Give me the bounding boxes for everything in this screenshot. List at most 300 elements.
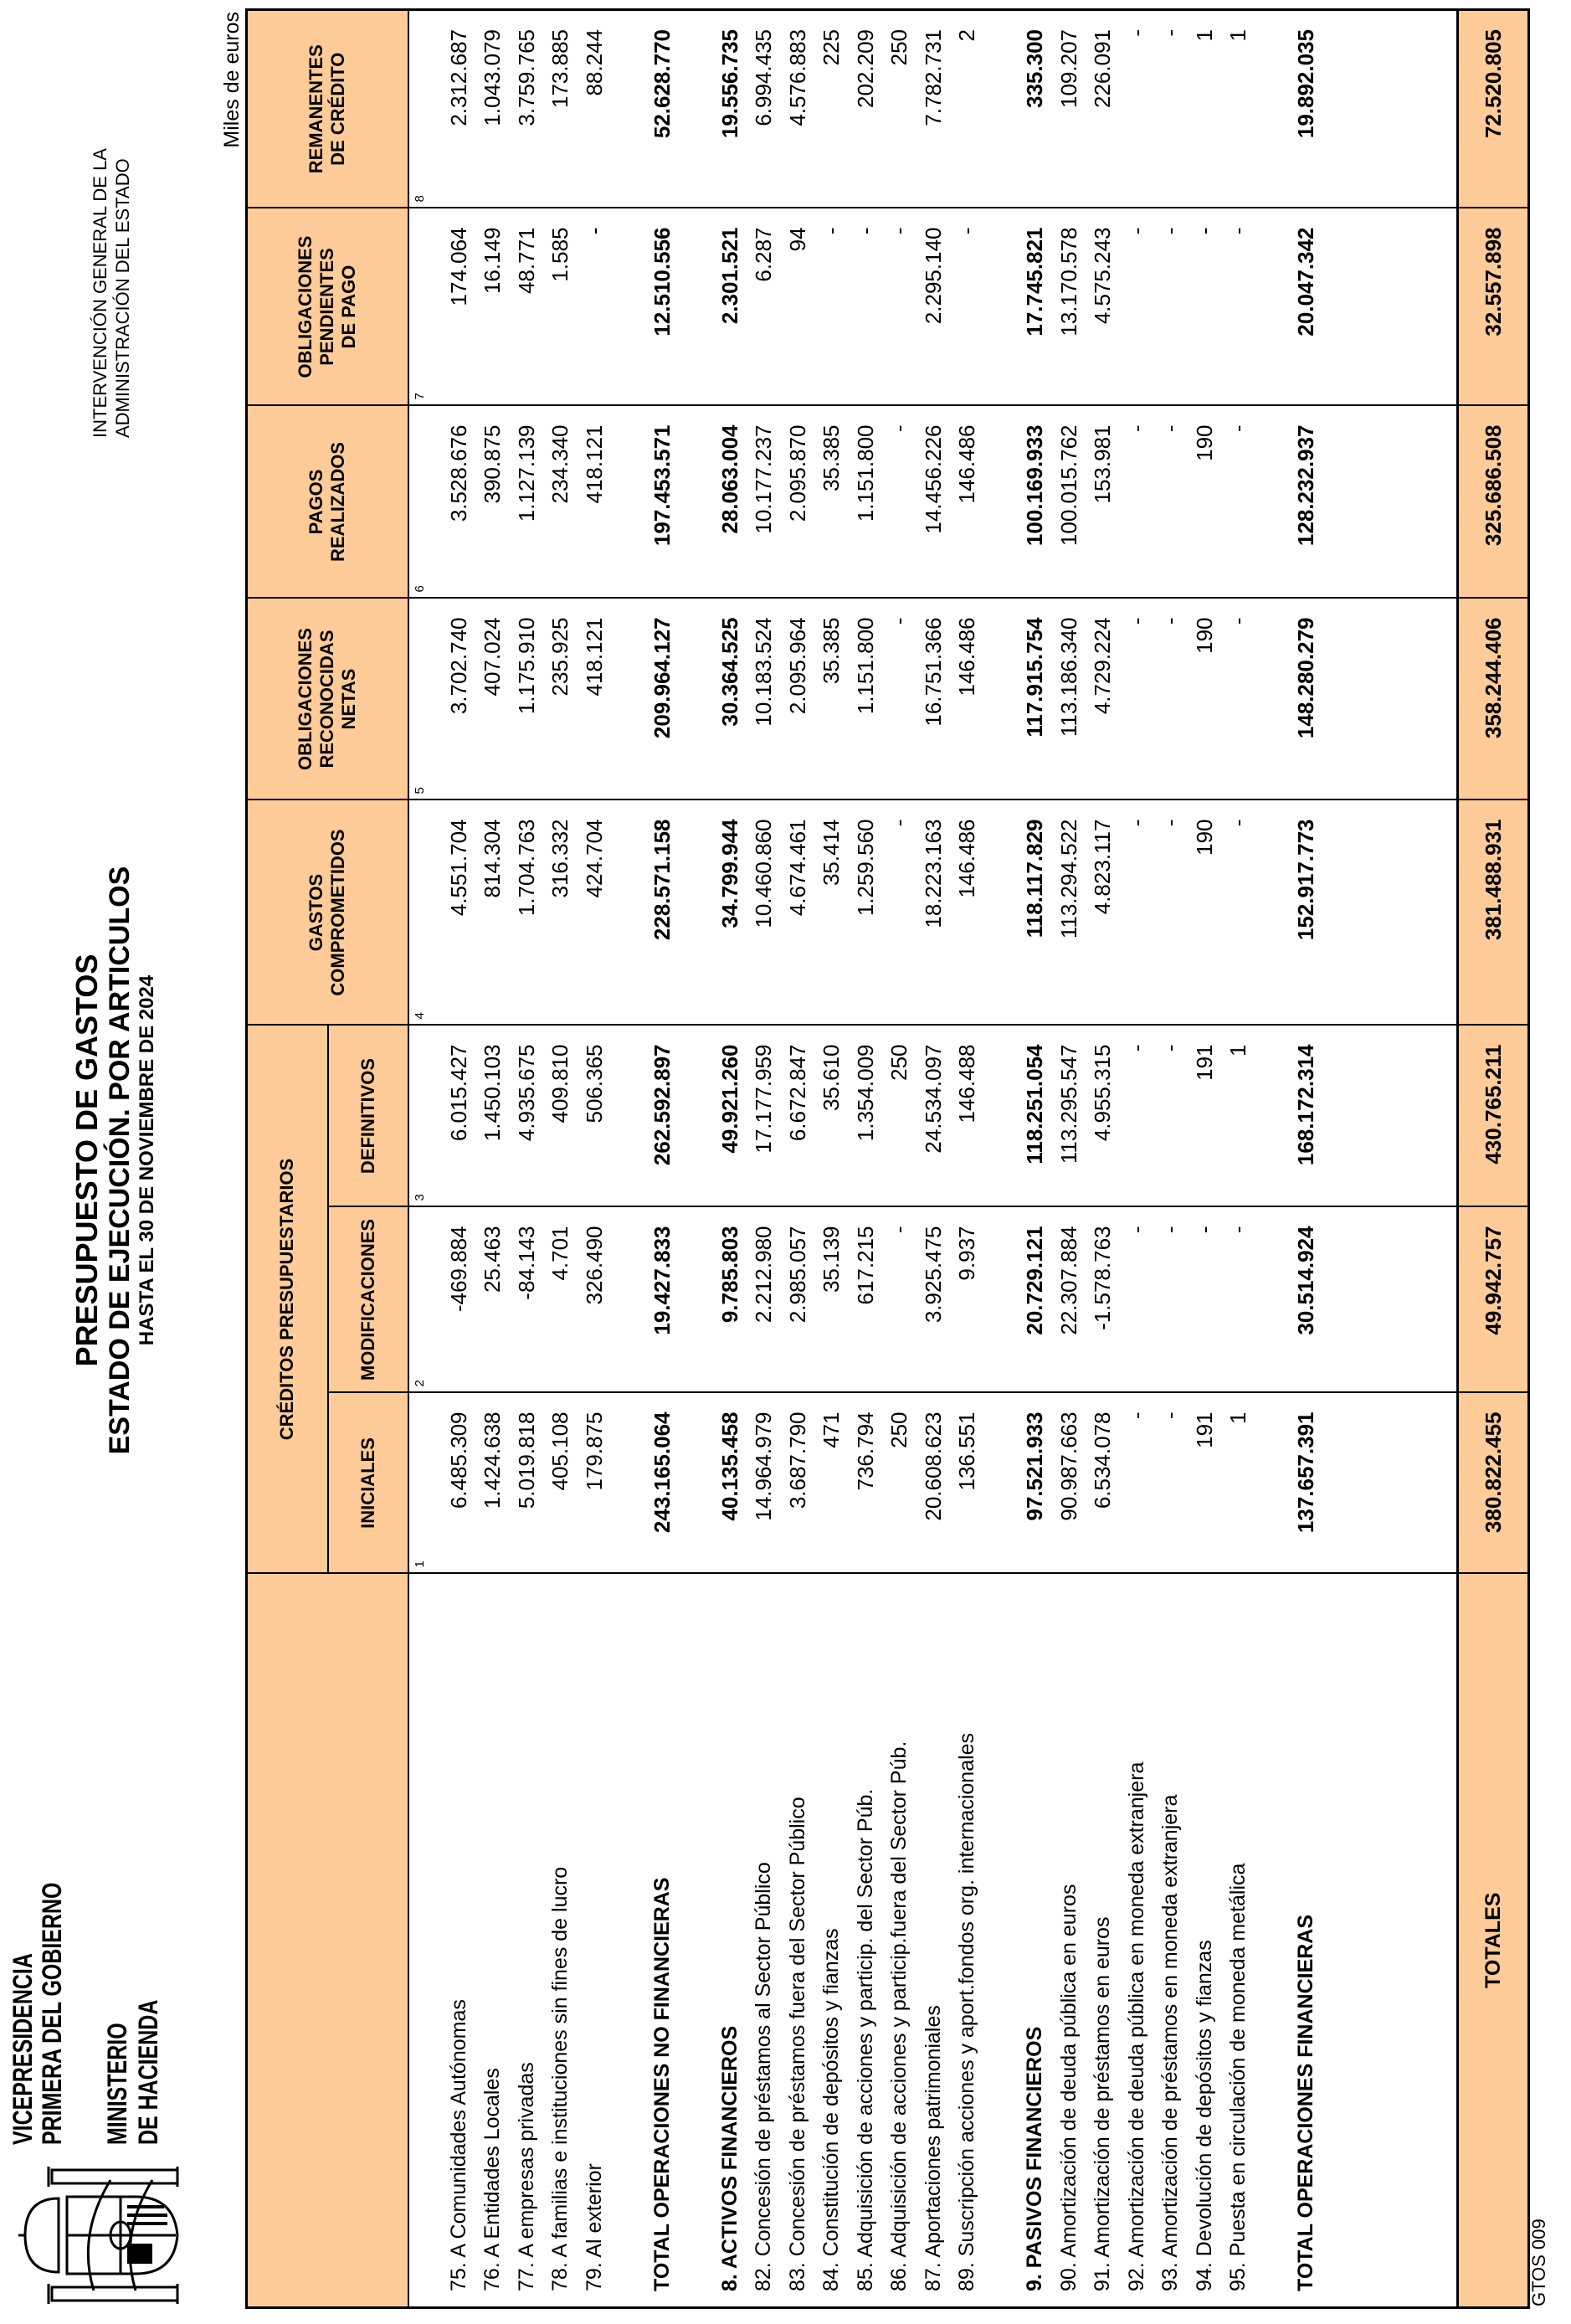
value-cell: 225 (814, 10, 849, 208)
value-cell: 152.917.773 (1289, 800, 1323, 1026)
value-cell: 14.964.979 (747, 1393, 781, 1574)
value-cell: 109.207 (1052, 10, 1086, 208)
org-line-2: PRIMERA DEL GOBIERNO (37, 1882, 67, 2145)
value-cell: 4.935.675 (510, 1026, 544, 1207)
value-cell: - (882, 406, 916, 599)
value-cell: 1.151.800 (849, 406, 883, 599)
value-cell: 117.915.754 (1018, 599, 1052, 800)
value-cell: 617.215 (849, 1207, 883, 1393)
row-label: 90. Amortización de deuda pública en euros (1052, 1574, 1086, 2308)
empty-cell (611, 1026, 645, 1207)
row-label: 77. A empresas privadas (510, 1574, 544, 2308)
column-number: 6 (408, 406, 442, 599)
table-body (408, 10, 1529, 2308)
value-cell: 250 (882, 1393, 916, 1574)
row-label: 84. Constitución de depósitos y fianzas (814, 1574, 849, 2308)
value-cell: 190 (1188, 406, 1222, 599)
value-cell: 1.585 (543, 208, 578, 406)
issuer-line-1: INTERVENCIÓN GENERAL DE LA (90, 148, 110, 438)
value-cell: 4.729.224 (1086, 599, 1120, 800)
value-cell: 136.551 (950, 1393, 984, 1574)
value-cell: 146.486 (950, 800, 984, 1026)
empty-cell (611, 208, 645, 406)
empty-cell (611, 1207, 645, 1393)
row-label: 75. A Comunidades Autónomas (442, 1574, 476, 2308)
column-number: 3 (408, 1026, 442, 1207)
value-cell: 262.592.897 (645, 1026, 680, 1207)
header-remanentes (247, 10, 408, 208)
row-label: TOTAL OPERACIONES FINANCIERAS (1289, 1574, 1323, 2308)
column-number: 5 (408, 599, 442, 800)
value-cell: 405.108 (543, 1393, 578, 1574)
value-cell: 40.135.458 (713, 1393, 747, 1574)
value-cell: - (1153, 800, 1188, 1026)
spacer-row (984, 10, 1019, 2308)
value-cell: 2.212.980 (747, 1207, 781, 1393)
empty-cell (679, 1393, 713, 1574)
value-cell: 1.259.560 (849, 800, 883, 1026)
value-cell: - (1188, 1207, 1222, 1393)
empty-cell (1323, 1574, 1458, 2308)
value-cell: 316.332 (543, 800, 578, 1026)
value-cell: - (1153, 208, 1188, 406)
value-cell: 20.729.121 (1018, 1207, 1052, 1393)
value-cell: 179.875 (578, 1393, 612, 1574)
column-number: 8 (408, 10, 442, 208)
empty-cell (984, 1574, 1019, 2308)
value-cell: 24.534.097 (916, 1026, 951, 1207)
value-cell: 22.307.884 (1052, 1207, 1086, 1393)
subtotal-row (645, 10, 680, 2308)
empty-cell (1323, 10, 1458, 208)
header-definitivos: DEFINITIVOS (328, 1026, 408, 1207)
value-cell: 1 (1221, 1393, 1255, 1574)
header-gastos-comprometidos (247, 800, 408, 1026)
row-label: 79. Al exterior (578, 1574, 612, 2308)
totals-value: 380.822.455 (1457, 1393, 1528, 1574)
value-cell: -84.143 (510, 1207, 544, 1393)
value-cell: 30.514.924 (1289, 1207, 1323, 1393)
totals-label: TOTALES (1457, 1574, 1528, 2308)
empty-cell (611, 800, 645, 1026)
empty-cell (611, 599, 645, 800)
empty-cell (984, 10, 1019, 208)
empty-cell (1323, 800, 1458, 1026)
value-cell: 16.751.366 (916, 599, 951, 800)
value-cell: 174.064 (442, 208, 476, 406)
value-cell: - (814, 208, 849, 406)
value-cell: - (1120, 1026, 1154, 1207)
value-cell: 5.019.818 (510, 1393, 544, 1574)
row-label: 83. Concesión de préstamos fuera del Sector Público (781, 1574, 815, 2308)
table-row (882, 10, 916, 2308)
value-cell: 4.575.243 (1086, 208, 1120, 406)
value-cell: - (1120, 800, 1154, 1026)
value-cell: 202.209 (849, 10, 883, 208)
value-cell: - (882, 1207, 916, 1393)
value-cell: 34.799.944 (713, 800, 747, 1026)
value-cell: 35.385 (814, 599, 849, 800)
table-row (849, 10, 883, 2308)
value-cell: 3.925.475 (916, 1207, 951, 1393)
table-row (1086, 10, 1120, 2308)
empty-cell (679, 1574, 713, 2308)
row-label: 85. Adquisición de acciones y particip. del Sector Púb. (849, 1574, 883, 2308)
value-cell: 1.704.763 (510, 800, 544, 1026)
value-cell: 25.463 (475, 1207, 510, 1393)
table-row (543, 10, 578, 2308)
header-line: PENDIENTES (316, 248, 338, 366)
row-label: 94. Devolución de depósitos y fianzas (1188, 1574, 1222, 2308)
value-cell: 3.702.740 (442, 599, 476, 800)
value-cell: 1.151.800 (849, 599, 883, 800)
value-cell: 10.177.237 (747, 406, 781, 599)
totals-value: 49.942.757 (1457, 1207, 1528, 1393)
value-cell: 30.364.525 (713, 599, 747, 800)
units-note: Miles de euros (220, 12, 244, 148)
row-label: 93. Amortización de préstamos en moneda extranjera (1153, 1574, 1188, 2308)
value-cell: 228.571.158 (645, 800, 680, 1026)
issuer-name (89, 148, 134, 438)
value-cell: 4.576.883 (781, 10, 815, 208)
table-row (1120, 10, 1154, 2308)
empty-cell (679, 800, 713, 1026)
value-cell: - (578, 208, 612, 406)
value-cell: 12.510.556 (645, 208, 680, 406)
row-label: 91. Amortización de préstamos en euros (1086, 1574, 1120, 2308)
report-title: PRESUPUESTO DE GASTOS (69, 954, 104, 1367)
spacer-row (1255, 10, 1290, 2308)
totals-value: 358.244.406 (1457, 599, 1528, 800)
header-line: COMPROMETIDOS (327, 829, 349, 996)
value-cell: 6.485.309 (442, 1393, 476, 1574)
value-cell: 13.170.578 (1052, 208, 1086, 406)
value-cell: 6.015.427 (442, 1026, 476, 1207)
value-cell: -469.884 (442, 1207, 476, 1393)
value-cell: 90.987.663 (1052, 1393, 1086, 1574)
value-cell: - (1120, 10, 1154, 208)
table-row (916, 10, 951, 2308)
value-cell: 6.287 (747, 208, 781, 406)
value-cell: 20.608.623 (916, 1393, 951, 1574)
empty-cell (984, 1393, 1019, 1574)
row-label: 76. A Entidades Locales (475, 1574, 510, 2308)
report-date: HASTA EL 30 DE NOVIEMBRE DE 2024 (136, 974, 158, 1346)
value-cell: - (1120, 406, 1154, 599)
value-cell: 6.534.078 (1086, 1393, 1120, 1574)
header-line: REMANENTES (305, 44, 327, 174)
empty-cell (1323, 599, 1458, 800)
value-cell: 4.551.704 (442, 800, 476, 1026)
value-cell: - (1221, 599, 1255, 800)
report-title-block (70, 834, 159, 1487)
value-cell: - (1153, 1393, 1188, 1574)
table-row (747, 10, 781, 2308)
value-cell: 4.674.461 (781, 800, 815, 1026)
value-cell: 197.453.571 (645, 406, 680, 599)
row-label: 95. Puesta en circulación de moneda metálica (1221, 1574, 1255, 2308)
value-cell: - (1221, 208, 1255, 406)
value-cell: 191 (1188, 1393, 1222, 1574)
value-cell: 2 (950, 10, 984, 208)
value-cell: 2.095.964 (781, 599, 815, 800)
empty-cell (1323, 208, 1458, 406)
row-label: 82. Concesión de préstamos al Sector Público (747, 1574, 781, 2308)
empty-cell (679, 10, 713, 208)
value-cell: 19.427.833 (645, 1207, 680, 1393)
value-cell: 9.937 (950, 1207, 984, 1393)
header-line: OBLIGACIONES (295, 628, 316, 770)
org-line-1: VICEPRESIDENCIA (8, 1953, 38, 2145)
table-row (1153, 10, 1188, 2308)
table-row (1221, 10, 1255, 2308)
value-cell: 4.955.315 (1086, 1026, 1120, 1207)
value-cell: 814.304 (475, 800, 510, 1026)
value-cell: - (1120, 208, 1154, 406)
value-cell: 243.165.064 (645, 1393, 680, 1574)
table-row (578, 10, 612, 2308)
empty-cell (1255, 1207, 1290, 1393)
empty-cell (984, 599, 1019, 800)
value-cell: 153.981 (1086, 406, 1120, 599)
value-cell: - (1153, 1207, 1188, 1393)
empty-cell (611, 406, 645, 599)
header-line: REALIZADOS (327, 442, 349, 562)
header-line: NETAS (338, 668, 360, 730)
value-cell: 35.385 (814, 406, 849, 599)
empty-cell (1255, 10, 1290, 208)
value-cell: 1.043.079 (475, 10, 510, 208)
value-cell: 100.015.762 (1052, 406, 1086, 599)
totals-value: 381.488.931 (1457, 800, 1528, 1026)
value-cell: 10.183.524 (747, 599, 781, 800)
empty-cell (984, 1026, 1019, 1207)
row-label: 9. PASIVOS FINANCIEROS (1018, 1574, 1052, 2308)
empty-cell (984, 406, 1019, 599)
value-cell: 6.994.435 (747, 10, 781, 208)
empty-cell (679, 406, 713, 599)
table-row (1052, 10, 1086, 2308)
value-cell: 1 (1221, 1026, 1255, 1207)
header-line: DE CRÉDITO (327, 52, 349, 166)
issuer-line-2: ADMINISTRACIÓN DEL ESTADO (112, 158, 133, 438)
value-cell: 35.139 (814, 1207, 849, 1393)
totals-value: 32.557.898 (1457, 208, 1528, 406)
value-cell: 35.414 (814, 800, 849, 1026)
value-cell: 146.486 (950, 406, 984, 599)
value-cell: 35.610 (814, 1026, 849, 1207)
subtotal-row (1289, 10, 1323, 2308)
value-cell: 148.280.279 (1289, 599, 1323, 800)
row-label: 86. Adquisición de acciones y particip.fuera del Sector Púb. (882, 1574, 916, 2308)
value-cell: - (1120, 1207, 1154, 1393)
header-concept (247, 1574, 408, 2308)
header-modificaciones: MODIFICACIONES (328, 1207, 408, 1393)
value-cell: 209.964.127 (645, 599, 680, 800)
value-cell: 3.759.765 (510, 10, 544, 208)
table-row (1188, 10, 1222, 2308)
totals-value: 72.520.805 (1457, 10, 1528, 208)
column-number-row (408, 10, 442, 2308)
empty-cell (984, 800, 1019, 1026)
value-cell: 3.687.790 (781, 1393, 815, 1574)
totals-row (1457, 10, 1528, 2308)
empty-cell (1323, 1026, 1458, 1207)
value-cell: 2.312.687 (442, 10, 476, 208)
value-cell: 2.095.870 (781, 406, 815, 599)
value-cell: - (950, 208, 984, 406)
value-cell: 4.701 (543, 1207, 578, 1393)
empty-cell (1255, 1393, 1290, 1574)
value-cell: 28.063.004 (713, 406, 747, 599)
coat-of-arms-logo (18, 2165, 182, 2306)
value-cell: 137.657.391 (1289, 1393, 1323, 1574)
value-cell: 118.251.054 (1018, 1026, 1052, 1207)
header-pagos-realizados (247, 406, 408, 599)
value-cell: 1.175.910 (510, 599, 544, 800)
spacer-row (611, 10, 645, 2308)
group-row (1018, 10, 1052, 2308)
column-number-empty (408, 1574, 442, 2308)
empty-cell (679, 599, 713, 800)
header-line: OBLIGACIONES (295, 235, 316, 378)
value-cell: 19.556.735 (713, 10, 747, 208)
value-cell: 20.047.342 (1289, 208, 1323, 406)
value-cell: 7.782.731 (916, 10, 951, 208)
header-line: RECONOCIDAS (316, 630, 338, 769)
value-cell: 14.456.226 (916, 406, 951, 599)
value-cell: 418.121 (578, 599, 612, 800)
value-cell: 97.521.933 (1018, 1393, 1052, 1574)
value-cell: 1.450.103 (475, 1026, 510, 1207)
value-cell: 88.244 (578, 10, 612, 208)
empty-cell (1323, 1207, 1458, 1393)
value-cell: 168.172.314 (1289, 1026, 1323, 1207)
group-row (713, 10, 747, 2308)
empty-cell (611, 1574, 645, 2308)
value-cell: 100.169.933 (1018, 406, 1052, 599)
value-cell: 390.875 (475, 406, 510, 599)
value-cell: - (1120, 1393, 1154, 1574)
empty-cell (1323, 1393, 1458, 1574)
empty-cell (679, 1026, 713, 1207)
value-cell: 2.985.057 (781, 1207, 815, 1393)
value-cell: 471 (814, 1393, 849, 1574)
value-cell: 48.771 (510, 208, 544, 406)
row-label: TOTAL OPERACIONES NO FINANCIERAS (645, 1574, 680, 2308)
empty-cell (1255, 800, 1290, 1026)
value-cell: 146.486 (950, 599, 984, 800)
value-cell: - (1221, 1207, 1255, 1393)
form-code: GTOS 009 (1528, 2219, 1549, 2306)
value-cell: 173.885 (543, 10, 578, 208)
value-cell: 190 (1188, 800, 1222, 1026)
value-cell: 19.892.035 (1289, 10, 1323, 208)
value-cell: 234.340 (543, 406, 578, 599)
header-obligaciones-reconocidas (247, 599, 408, 800)
column-number: 1 (408, 1393, 442, 1574)
value-cell: - (882, 208, 916, 406)
value-cell: 736.794 (849, 1393, 883, 1574)
value-cell: 191 (1188, 1026, 1222, 1207)
empty-cell (984, 208, 1019, 406)
empty-cell (1255, 599, 1290, 800)
value-cell: - (1153, 1026, 1188, 1207)
empty-cell (611, 10, 645, 208)
value-cell: 113.186.340 (1052, 599, 1086, 800)
table-row (475, 10, 510, 2308)
totals-value: 325.686.508 (1457, 406, 1528, 599)
value-cell: 190 (1188, 599, 1222, 800)
value-cell: 2.295.140 (916, 208, 951, 406)
empty-cell (984, 1207, 1019, 1393)
header-creditos-presupuestarios: CRÉDITOS PRESUPUESTARIOS (247, 1026, 328, 1574)
value-cell: 326.490 (578, 1207, 612, 1393)
row-label: 78. A familias e instituciones sin fines de lucro (543, 1574, 578, 2308)
value-cell: 146.488 (950, 1026, 984, 1207)
value-cell: 1 (1188, 10, 1222, 208)
value-cell: 424.704 (578, 800, 612, 1026)
header-line: DE PAGO (338, 265, 360, 349)
empty-cell (679, 1207, 713, 1393)
value-cell: - (1153, 10, 1188, 208)
organization-name (8, 1808, 67, 2145)
report-subtitle: ESTADO DE EJECUCIÓN. POR ARTICULOS (104, 866, 136, 1455)
row-label: 8. ACTIVOS FINANCIEROS (713, 1574, 747, 2308)
ministry-name (102, 1959, 164, 2145)
value-cell: 2.301.521 (713, 208, 747, 406)
header-obligaciones-pendientes (247, 208, 408, 406)
value-cell: 118.117.829 (1018, 800, 1052, 1026)
value-cell: 4.823.117 (1086, 800, 1120, 1026)
table-row (950, 10, 984, 2308)
value-cell: 250 (882, 10, 916, 208)
value-cell: - (882, 800, 916, 1026)
empty-cell (1255, 406, 1290, 599)
value-cell: 94 (781, 208, 815, 406)
value-cell: 418.121 (578, 406, 612, 599)
value-cell: 506.365 (578, 1026, 612, 1207)
value-cell: 335.300 (1018, 10, 1052, 208)
value-cell: - (1221, 406, 1255, 599)
filler-row (1323, 10, 1458, 2308)
value-cell: - (1188, 208, 1222, 406)
empty-cell (1255, 1574, 1290, 2308)
header-line: GASTOS (305, 873, 327, 952)
table-row (510, 10, 544, 2308)
empty-cell (1323, 406, 1458, 599)
value-cell: 1.127.139 (510, 406, 544, 599)
header-iniciales: INICIALES (328, 1393, 408, 1574)
row-label: 87. Aportaciones patrimoniales (916, 1574, 951, 2308)
value-cell: 128.232.937 (1289, 406, 1323, 599)
value-cell: - (1153, 406, 1188, 599)
value-cell: 16.149 (475, 208, 510, 406)
value-cell: 6.672.847 (781, 1026, 815, 1207)
empty-cell (1255, 1026, 1290, 1207)
header-line: PAGOS (305, 469, 327, 535)
value-cell: - (882, 599, 916, 800)
value-cell: 250 (882, 1026, 916, 1207)
value-cell: 113.295.547 (1052, 1026, 1086, 1207)
row-label: 89. Suscripción acciones y aport.fondos org. internacionales (950, 1574, 984, 2308)
table-row (442, 10, 476, 2308)
value-cell: - (1153, 599, 1188, 800)
value-cell: -1.578.763 (1086, 1207, 1120, 1393)
value-cell: 17.745.821 (1018, 208, 1052, 406)
value-cell: 407.024 (475, 599, 510, 800)
spacer-row (679, 10, 713, 2308)
